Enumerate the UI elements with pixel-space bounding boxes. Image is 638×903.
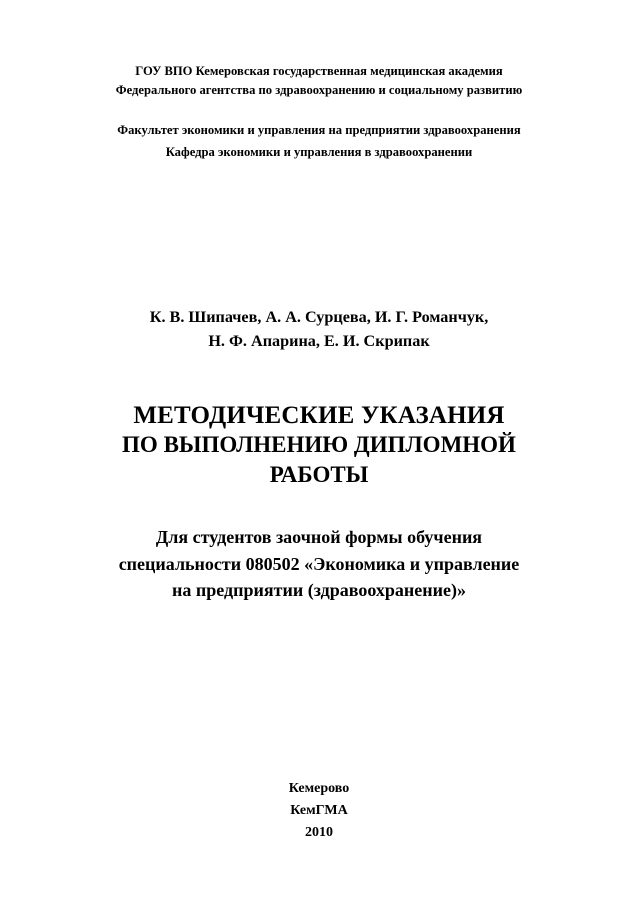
subtitle-line-1: Для студентов заочной формы обучения: [155, 527, 483, 547]
subtitle-line-3: на предприятии (здравоохранение)»: [172, 580, 466, 600]
subtitle-line-2: специальности 080502 «Экономика и управление: [118, 554, 520, 574]
institution-line-1: ГОУ ВПО Кемеровская государственная медицинская академия: [135, 64, 503, 78]
authors-line-2: Н. Ф. Апарина, Е. И. Скрипак: [208, 332, 430, 350]
title-line-2: ПО ВЫПОЛНЕНИЮ ДИПЛОМНОЙ: [122, 432, 516, 457]
department-name: Кафедра экономики и управления в здравоохранении: [165, 145, 473, 159]
institution-line-2: Федерального агентства по здравоохранению и социальному развитию: [115, 83, 523, 97]
title-line-1: МЕТОДИЧЕСКИЕ УКАЗАНИЯ: [133, 402, 505, 429]
imprint-publisher: КемГМА: [290, 803, 348, 818]
imprint-year: 2010: [305, 825, 333, 840]
title-line-3: РАБОТЫ: [269, 462, 369, 487]
imprint-city: Кемерово: [288, 781, 350, 796]
faculty-name: Факультет экономики и управления на предприятии здравоохранения: [117, 123, 521, 137]
authors-line-1: К. В. Шипачев, А. А. Сурцева, И. Г. Романчук,: [149, 308, 489, 326]
